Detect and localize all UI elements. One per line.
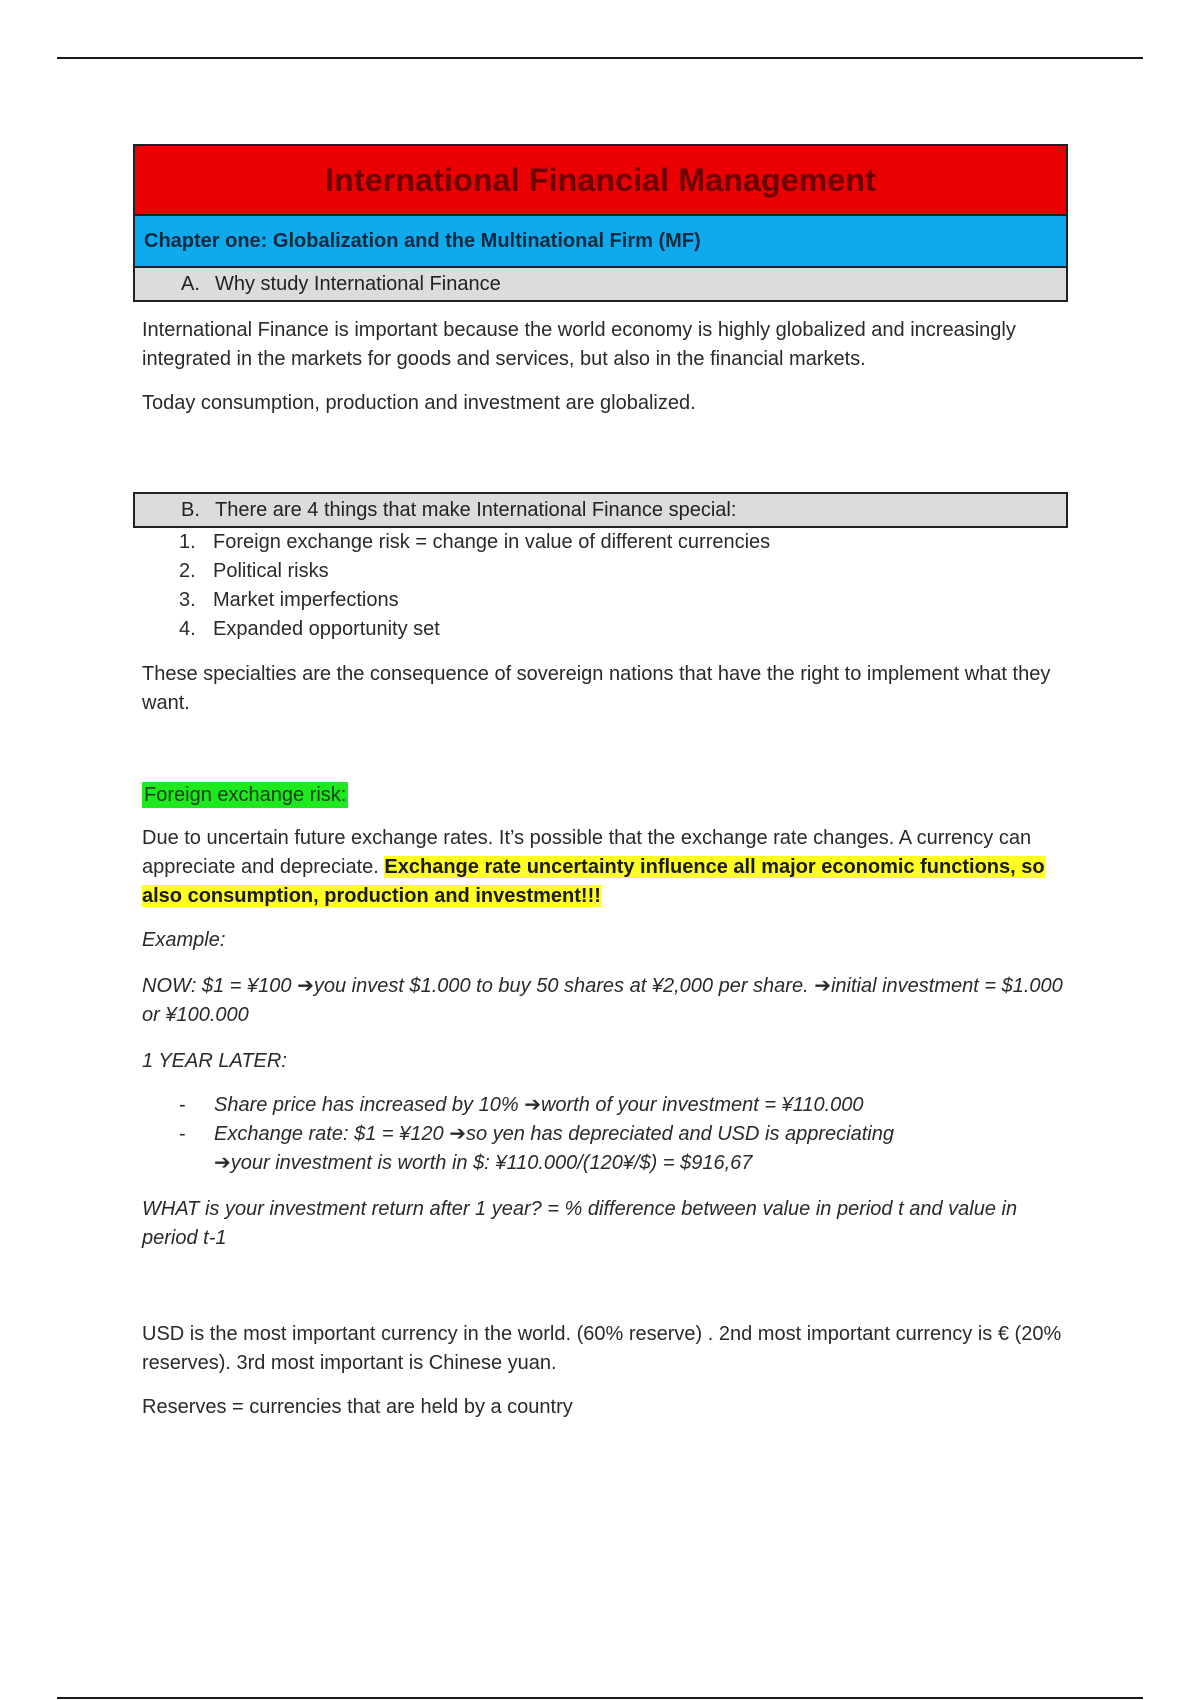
list-item: 2. Political risks: [179, 560, 329, 582]
reserves-definition: Reserves = currencies that are held by a country: [142, 1396, 573, 1418]
fx-heading-line: [133, 781, 1068, 810]
list-item: - Share price has increased by 10% ➔worth of your investment = ¥110.000: [133, 1091, 1068, 1120]
list-item: 1. Foreign exchange risk = change in value of different currencies: [179, 531, 771, 553]
arrow-icon: ➔: [814, 975, 831, 997]
section-b-heading: [133, 492, 1068, 528]
usd-paragraph: USD is the most important currency in the world. (60% reserve) . 2nd most important currency is € (20% reserves). 3rd most important is Chinese yuan.: [142, 1323, 1062, 1374]
later-bullets: [133, 1091, 1068, 1178]
list-item: 3. Market imperfections: [179, 589, 399, 611]
fx-heading: Foreign exchange risk:: [144, 784, 347, 806]
specials-list: [133, 528, 1068, 644]
section-a-heading: [133, 266, 1068, 302]
section-b-label: There are 4 things that make International Finance special:: [215, 498, 737, 521]
fx-plain-text: Due to uncertain future exchange rates. It’s possible that the exchange rate changes. A currency can appreciate and depreciate.: [142, 827, 1032, 878]
arrow-icon: ➔: [449, 1123, 466, 1145]
page-title: International Financial Management: [325, 161, 876, 198]
section-a-label: Why study International Finance: [215, 272, 501, 295]
chapter-banner: [133, 214, 1068, 266]
specialties-paragraph: These specialties are the consequence of sovereign nations that have the right to implement what they want.: [142, 663, 1051, 714]
return-question: WHAT is your investment return after 1 year? = % difference between value in period t and value in period t-1: [142, 1198, 1018, 1249]
dash-bullet: -: [179, 1123, 186, 1145]
fx-highlight-text: Exchange rate uncertainty influence all major economic functions, so also consumption, production and investment!!!: [142, 856, 1045, 907]
arrow-icon: ➔: [214, 1152, 231, 1174]
arrow-icon: ➔: [524, 1094, 541, 1116]
list-item: 4. Expanded opportunity set: [179, 618, 440, 640]
section-a-letter: A.: [181, 272, 200, 295]
section-b-letter: B.: [181, 498, 200, 521]
document-body: [133, 144, 1068, 1422]
dash-bullet: -: [179, 1094, 186, 1116]
fx-paragraph: [133, 824, 1068, 911]
title-banner: [133, 144, 1068, 214]
example-label: Example:: [142, 929, 226, 951]
top-rule: [57, 57, 1143, 59]
chapter-title: Chapter one: Globalization and the Multinational Firm (MF): [144, 229, 701, 252]
now-example: NOW: $1 = ¥100 ➔you invest $1.000 to buy 50 shares at ¥2,000 per share. ➔initial investment = $1.000 or ¥100.000: [142, 975, 1063, 1026]
bottom-rule: [57, 1697, 1143, 1699]
today-paragraph: Today consumption, production and investment are globalized.: [142, 392, 696, 414]
arrow-icon: ➔: [297, 975, 314, 997]
intro-paragraph: International Finance is important because the world economy is highly globalized and increasingly integrated in the markets for goods and services, but also in the financial markets.: [142, 319, 1016, 370]
year-later-label: 1 YEAR LATER:: [142, 1050, 287, 1072]
list-item: - Exchange rate: $1 = ¥120 ➔so yen has depreciated and USD is appreciating ➔your investment is worth in $: ¥110.000/(120¥/$) = $916,67: [133, 1120, 1068, 1178]
